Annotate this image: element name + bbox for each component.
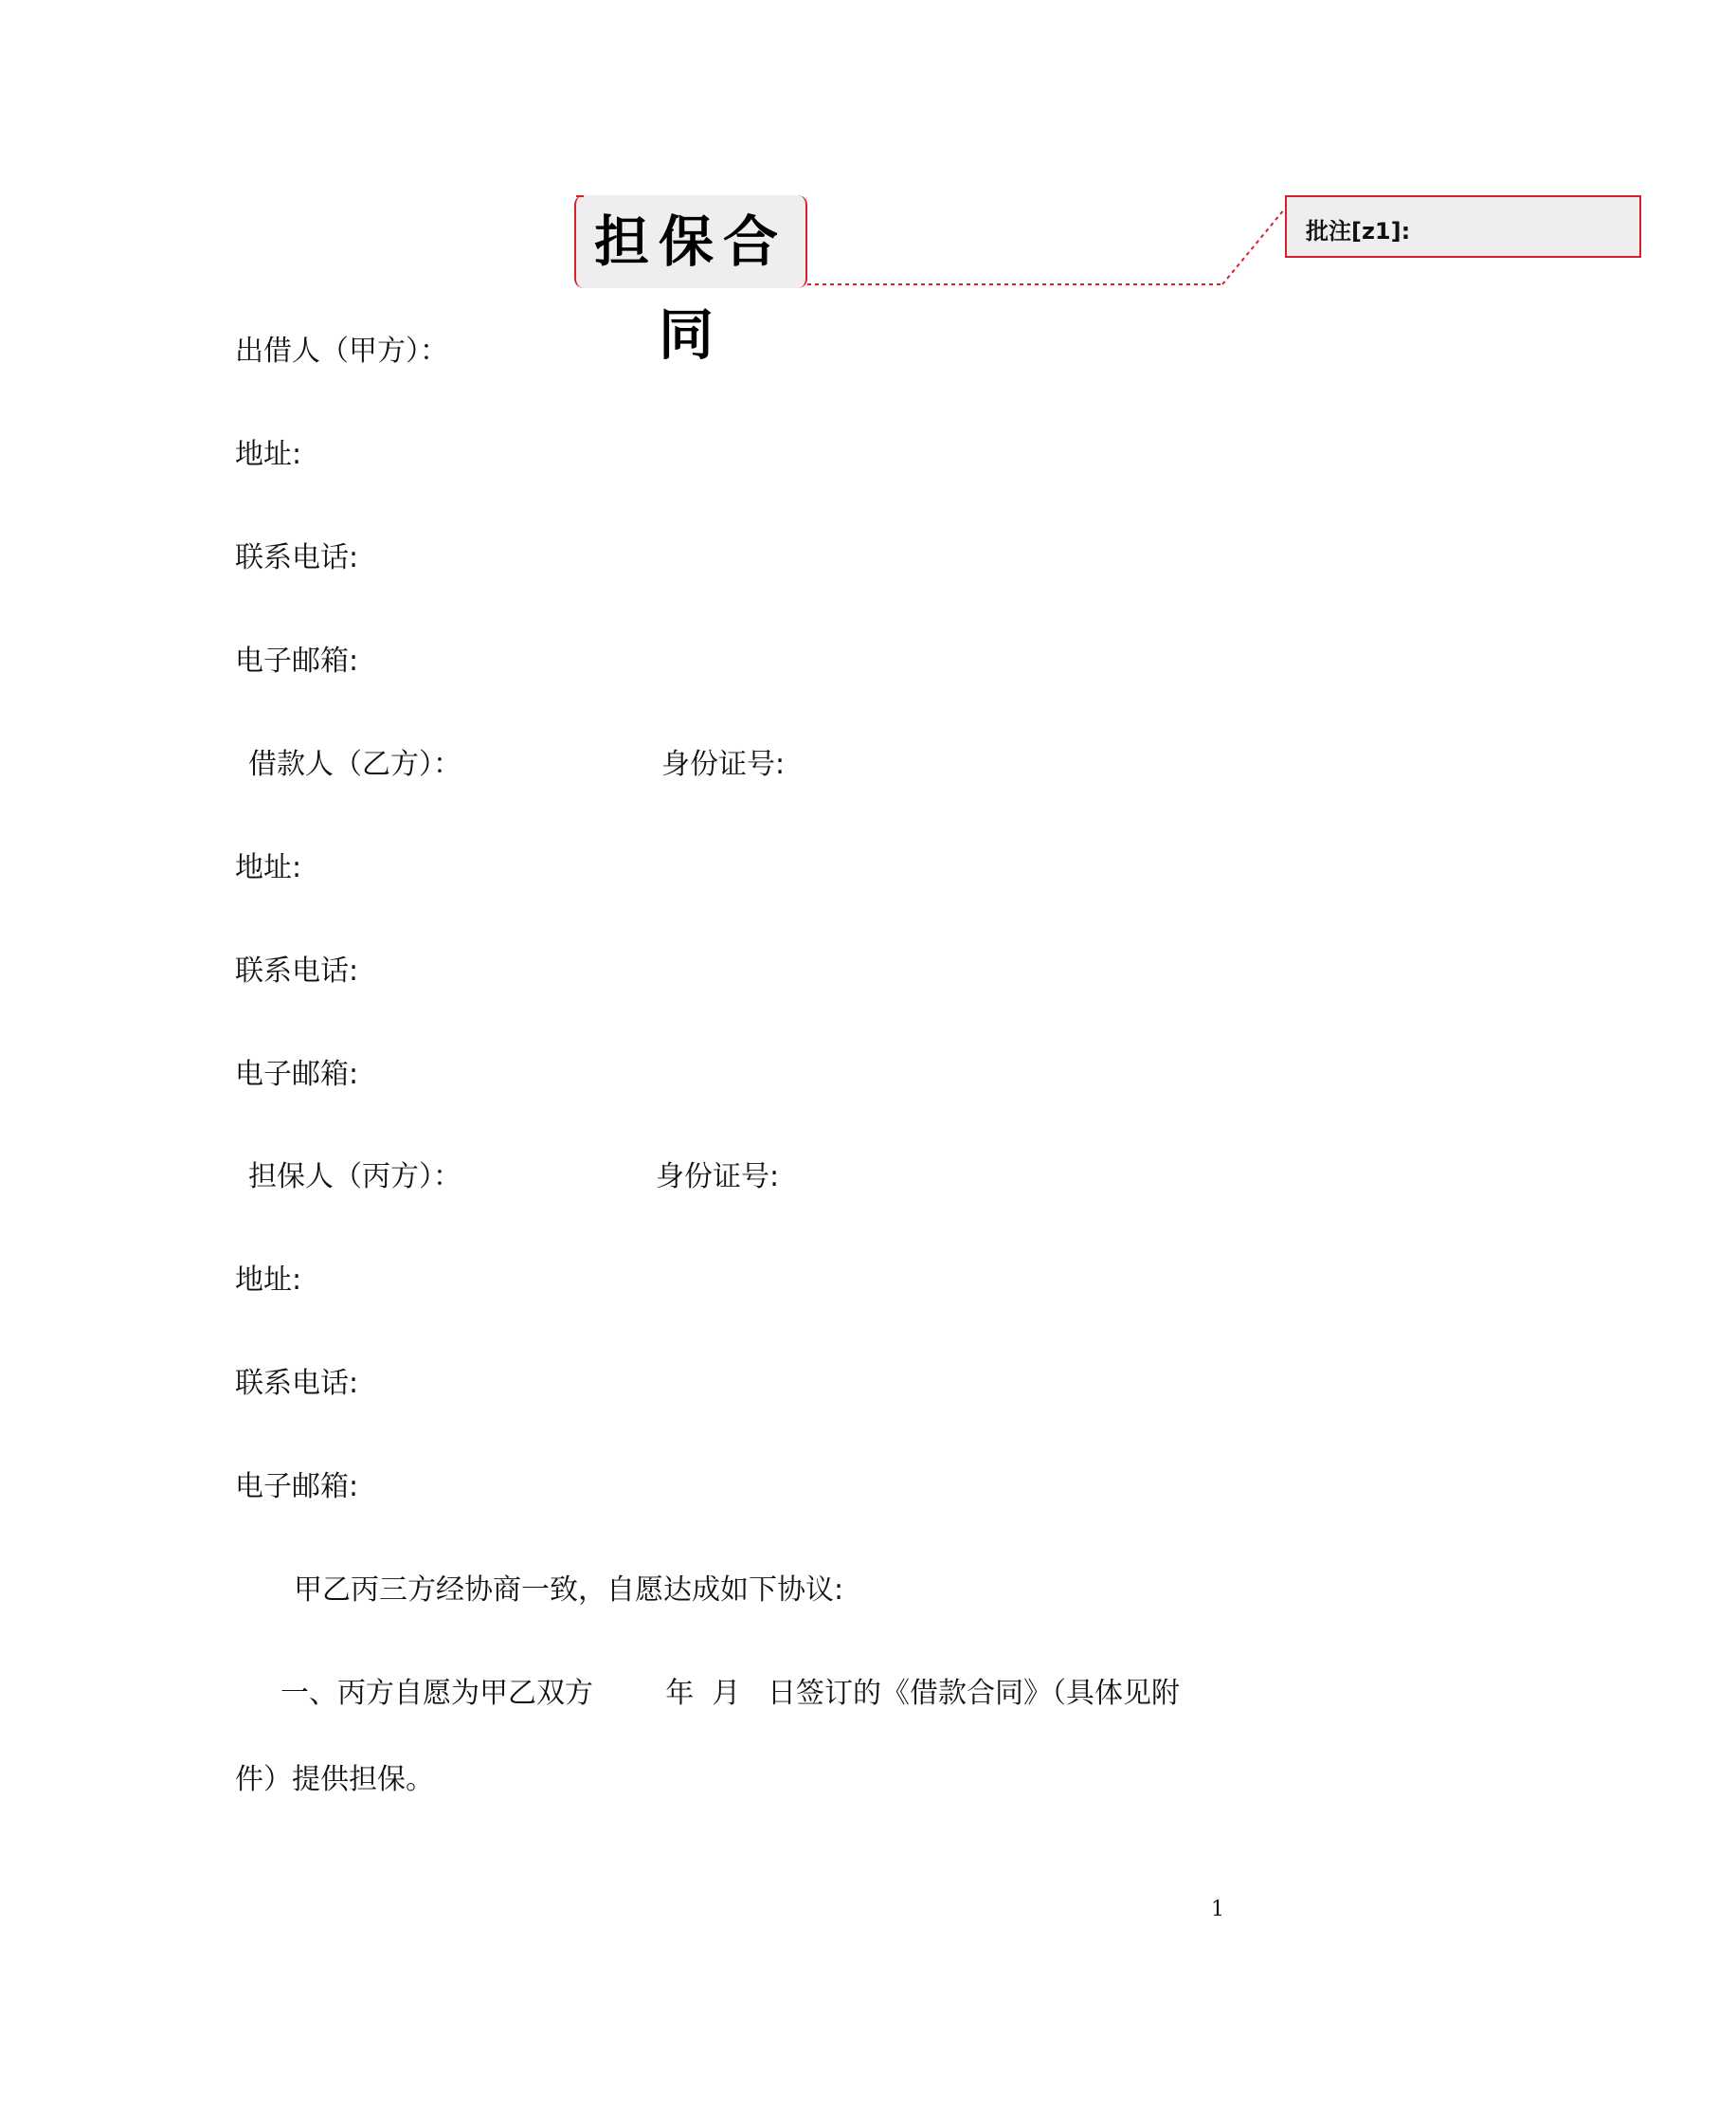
lender-address-label: 地址: [235,438,302,471]
lender-heading: 出借人（甲方）： [235,335,448,368]
clause-1-line-2: 件）提供担保。 [235,1763,434,1796]
guarantor-heading: 担保人（丙方）： [248,1160,461,1193]
guarantor-phone-label: 联系电话: [235,1367,359,1400]
agreement-intro: 甲乙丙三方经协商一致，自愿达成如下协议: [294,1573,844,1607]
borrower-address-label: 地址: [235,851,302,884]
borrower-id-label: 身份证号: [661,748,786,781]
guarantor-id-label: 身份证号: [656,1160,780,1193]
lender-email-label: 电子邮箱: [235,645,359,678]
borrower-heading: 借款人（乙方）： [248,748,461,781]
document-title: 担保合同 [593,209,787,367]
page-number: 1 [1211,1898,1224,1921]
comment-balloon[interactable] [1285,195,1641,258]
comment-label: 批注[z1]: [1306,218,1411,245]
borrower-phone-label: 联系电话: [235,954,359,988]
borrower-email-label: 电子邮箱: [235,1058,359,1091]
lender-phone-label: 联系电话: [235,541,359,574]
guarantor-email-label: 电子邮箱: [235,1470,359,1503]
clause-1-line-1: 一、丙方自愿为甲乙双方 年 月 日签订的《借款合同》（具体见附 [280,1677,1180,1710]
guarantor-address-label: 地址: [235,1263,302,1297]
